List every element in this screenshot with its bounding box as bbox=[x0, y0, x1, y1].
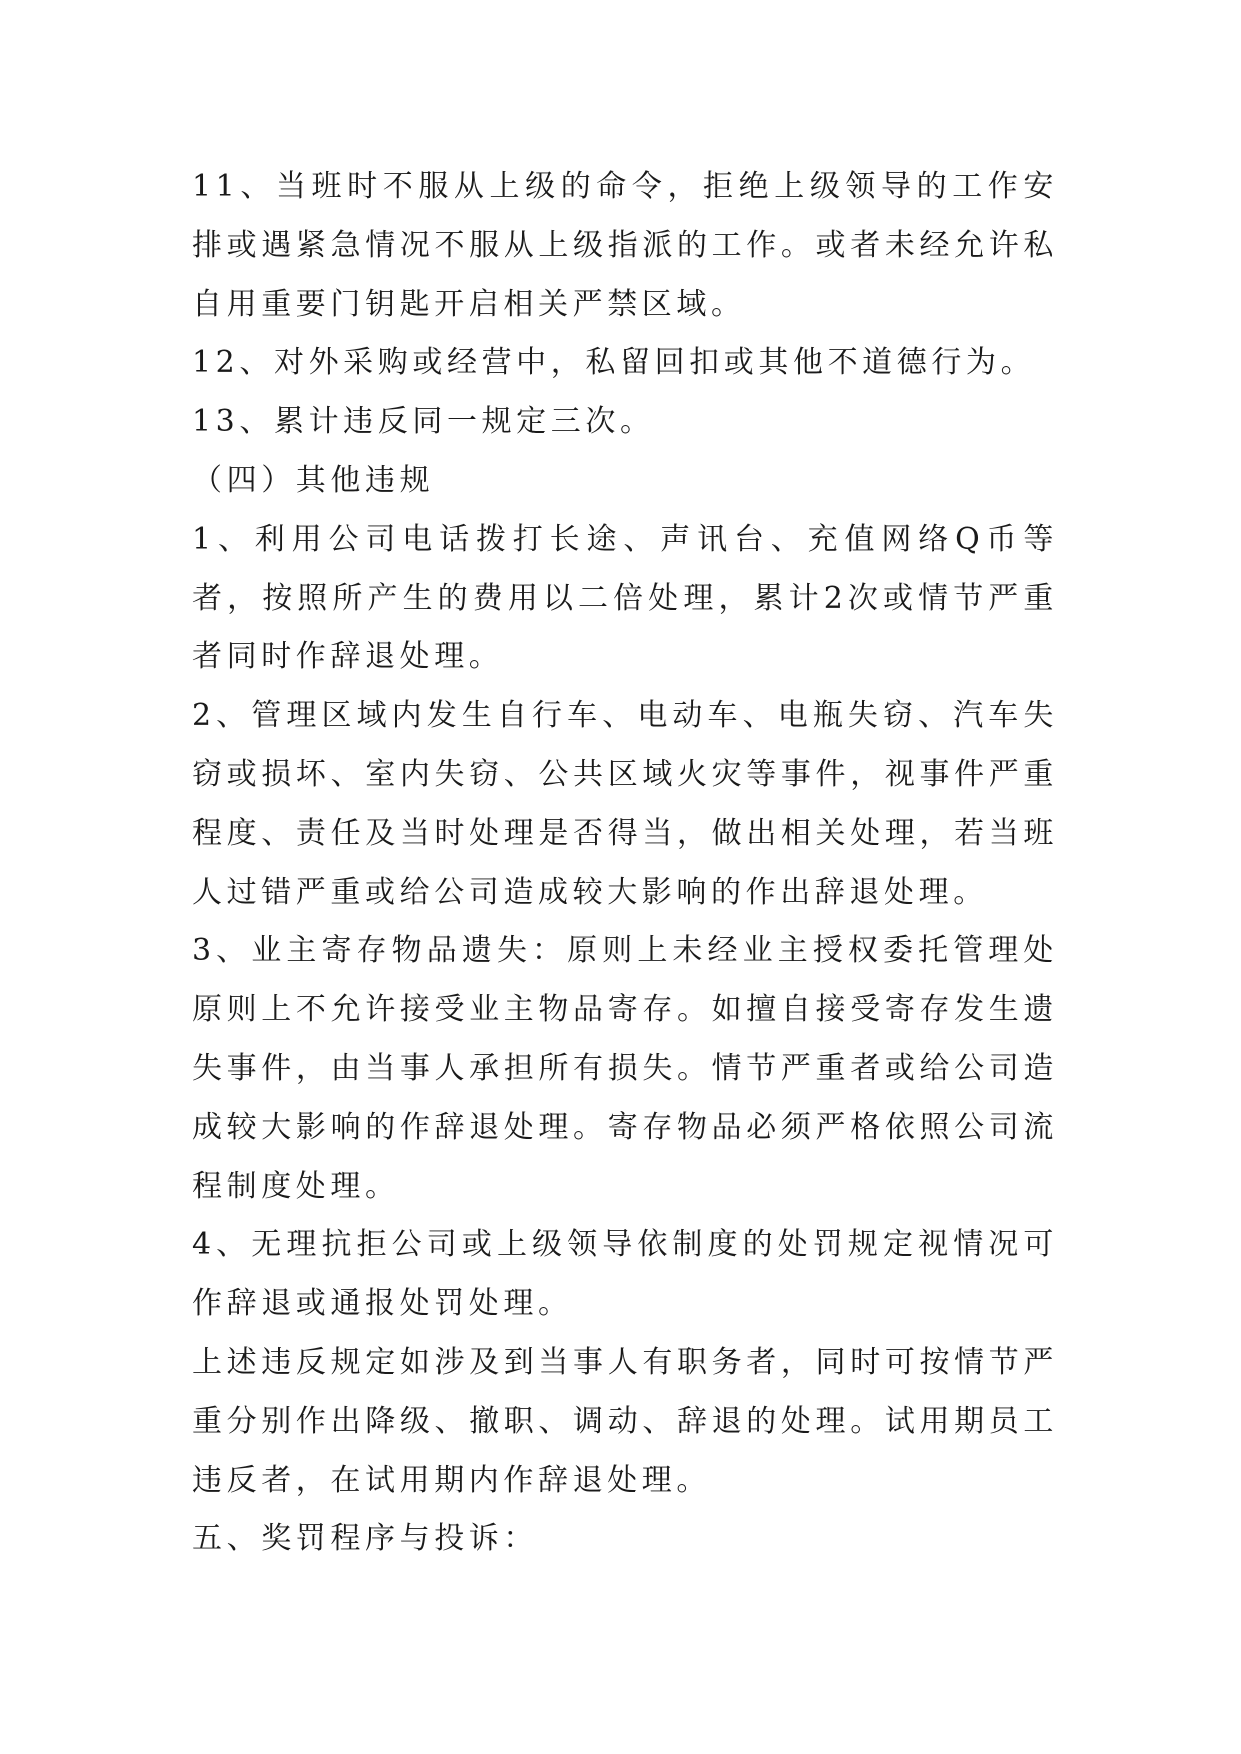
section-heading-procedures: 五、奖罚程序与投诉： bbox=[192, 1521, 538, 1557]
paragraph-summary: 上述违反规定如涉及到当事人有职务者，同时可按情节严重分别作出降级、撤职、调动、辞退的处理。试用期员工违反者，在试用期内作辞退处理。 bbox=[192, 1344, 1058, 1498]
document-body bbox=[192, 158, 1058, 1569]
paragraph-item-11: 11、当班时不服从上级的命令，拒绝上级领导的工作安排或遇紧急情况不服从上级指派的工作。或者未经允许私自用重要门钥匙开启相关严禁区域。 bbox=[192, 169, 1058, 322]
paragraph-item-12: 12、对外采购或经营中，私留回扣或其他不道德行为。 bbox=[192, 345, 1036, 381]
paragraph-item-1: 1、利用公司电话拨打长途、声讯台、充值网络Q币等者，按照所产生的费用以二倍处理，累计2次或情节严重者同时作辞退处理。 bbox=[192, 521, 1058, 675]
paragraph-item-2: 2、管理区域内发生自行车、电动车、电瓶失窃、汽车失窃或损坏、室内失窃、公共区域火灾等事件，视事件严重程度、责任及当时处理是否得当，做出相关处理，若当班人过错严重或给公司造成较大影响的作出辞退处理。 bbox=[192, 698, 1058, 910]
section-heading-other-violations: （四）其他违规 bbox=[192, 462, 435, 498]
paragraph-item-13: 13、累计违反同一规定三次。 bbox=[192, 404, 655, 440]
paragraph-item-3: 3、业主寄存物品遗失：原则上未经业主授权委托管理处原则上不允许接受业主物品寄存。如擅自接受寄存发生遗失事件，由当事人承担所有损失。情节严重者或给公司造成较大影响的作辞退处理。寄存物品必须严格依照公司流程制度处理。 bbox=[192, 933, 1058, 1204]
paragraph-item-4: 4、无理抗拒公司或上级领导依制度的处罚规定视情况可作辞退或通报处罚处理。 bbox=[192, 1227, 1058, 1322]
